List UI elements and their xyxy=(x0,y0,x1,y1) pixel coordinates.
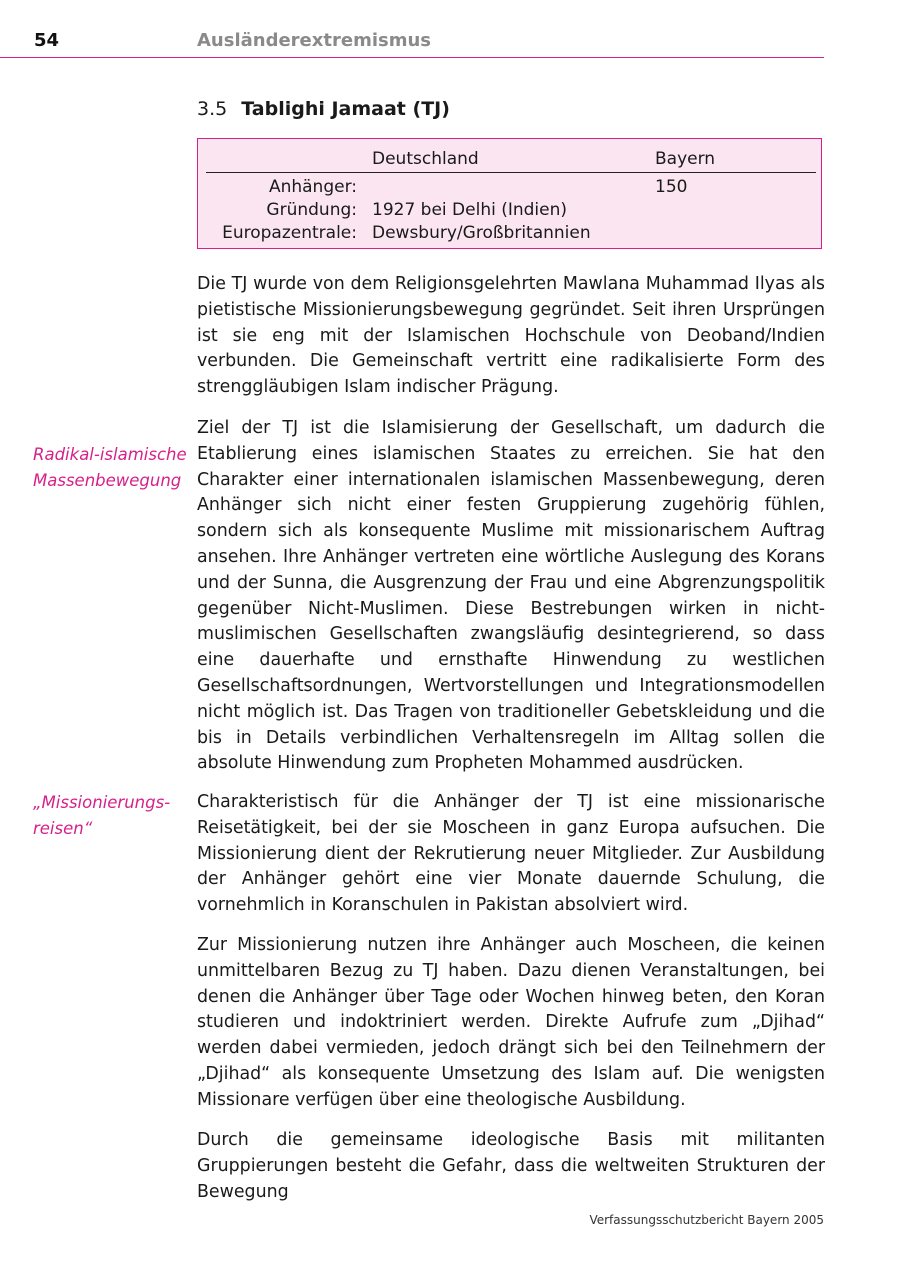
info-box-column-bavaria: Bayern xyxy=(655,149,716,169)
margin-note-mass-movement: Radikal-islamische Massenbewegung xyxy=(33,445,187,490)
info-box-label-founding: Gründung: xyxy=(266,200,357,220)
section-heading xyxy=(197,98,450,120)
info-box xyxy=(197,138,822,249)
paragraph-goal: Ziel der TJ ist die Islamisierung der Gesellschaft, um dadurch die Etablierung eines islamischen Staates zu erreichen. Sie hat den Charakter einer internationalen islamischen Massenbewegung, deren Anhänger sich nicht einer festen Gruppierung zugehörig fühlen, sondern sich als konsequente Muslime mit missionarischem Auftrag ansehen. Ihre Anhänger vertreten eine wörtliche Auslegung des Korans und der Sunna, die Ausgrenzung der Frau und eine Abgrenzungspolitik gegenüber Nicht-Muslimen. Diese Bestrebungen wirken in nicht-muslimischen Gesellschaften zwangsläufig desintegrierend, so dass eine dauerhafte und ernsthafte Hinwendung zu westlichen Gesellschaftsordnungen, Wertvorstellungen und Integrationsmodellen nicht möglich ist. Das Tragen von traditioneller Gebetskleidung und die bis in Details verbindlichen Verhaltensregeln im Alltag sollen die absolute Hinwendung zum Propheten Mohammed ausdrücken. xyxy=(197,418,825,774)
paragraph-danger: Durch die gemeinsame ideologische Basis mit militanten Gruppierungen besteht die Gefahr, dass die weltweiten Strukturen der Bewegung xyxy=(197,1130,825,1202)
info-box-value-founding-germany: 1927 bei Delhi (Indien) xyxy=(372,200,568,220)
info-box-label-followers: Anhänger: xyxy=(268,177,357,197)
section-title: Tablighi Jamaat (TJ) xyxy=(241,98,450,120)
margin-note-mission-trips: „Missionierungs-reisen“ xyxy=(33,793,171,838)
running-head: Ausländerextremismus xyxy=(197,30,431,51)
info-box-label-headquarters: Europazentrale: xyxy=(222,223,357,243)
info-box-column-germany: Deutschland xyxy=(372,149,479,169)
paragraph-origin: Die TJ wurde von dem Religionsgelehrten Mawlana Muhammad Ilyas als pietistische Missionierungsbewegung gegründet. Seit ihren Ursprüngen ist sie eng mit der Islamischen Hochschule von Deoband/Indien verbunden. Die Gemeinschaft vertritt eine radikalisierte Form des strenggläubigen Islam indischer Prägung. xyxy=(197,274,825,398)
paragraph-mission-travel: Charakteristisch für die Anhänger der TJ ist eine missionarische Reisetätigkeit, bei der sie Moscheen in ganz Europa aufsuchen. Die Missionierung dient der Rekrutierung neuer Mitglieder. Zur Ausbildung der Anhänger gehört eine vier Monate dauernde Schulung, die vornehmlich in Koranschulen in Pakistan absolviert wird. xyxy=(197,792,825,916)
header-rule xyxy=(0,57,824,58)
info-box-value-followers-bavaria: 150 xyxy=(655,177,688,197)
paragraph-mosques: Zur Missionierung nutzen ihre Anhänger auch Moscheen, die keinen unmittelbaren Bezug zu TJ haben. Dazu dienen Veranstaltungen, bei denen die Anhänger über Tage oder Wochen hinweg beten, den Koran studieren und indoktriniert werden. Direkte Aufrufe zum „Djihad“ werden dabei vermieden, jedoch drängt sich bei den Teilnehmern der „Djihad“ als konsequente Umsetzung des Islam auf. Die wenigsten Missionare verfügen über eine theologische Ausbildung. xyxy=(197,935,825,1110)
info-box-rule xyxy=(206,172,816,173)
page-number: 54 xyxy=(34,30,60,51)
footer-publication: Verfassungsschutzbericht Bayern 2005 xyxy=(589,1213,824,1227)
section-number: 3.5 xyxy=(197,98,228,120)
info-box-value-headquarters-germany: Dewsbury/Großbritannien xyxy=(372,223,591,243)
